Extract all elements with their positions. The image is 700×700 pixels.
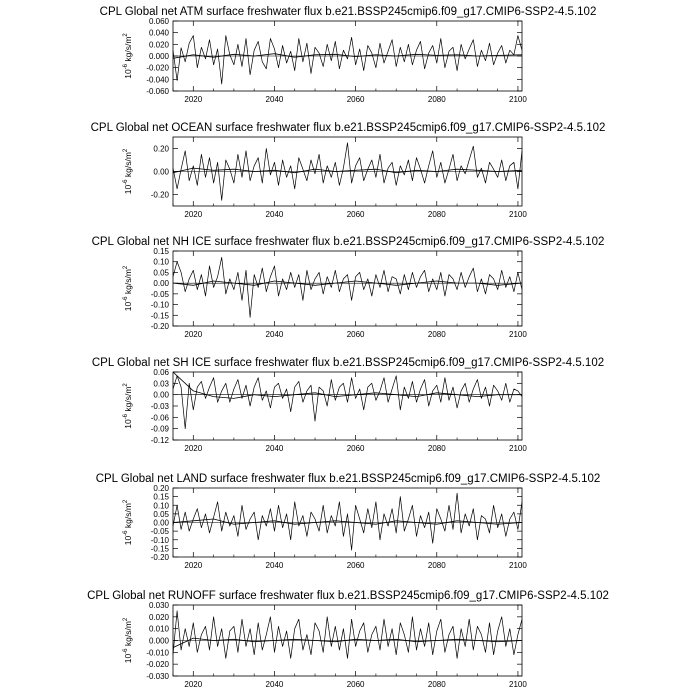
y-tick-label: -0.15 [150, 544, 169, 554]
y-tick-label: -0.05 [150, 527, 169, 537]
x-tick-label: 2060 [346, 680, 365, 689]
y-tick-label: -0.09 [150, 424, 169, 434]
x-tick-label: 2060 [346, 95, 365, 104]
y-tick-label: 0.040 [148, 28, 169, 38]
y-tick-label: -0.20 [150, 190, 169, 200]
chart-title: CPL Global net RUNOFF surface freshwater flux b.e21.BSSP245cmip6.f09_g17.CMIP6-SSP2-4.5.102 [87, 590, 609, 602]
y-axis-label-part: 2 [123, 148, 129, 153]
y-axis-label-part: kg/s/m [123, 503, 133, 531]
chart-panel [96, 473, 601, 570]
x-tick-label: 2100 [509, 330, 527, 339]
chart-panel [91, 122, 606, 219]
y-axis-label-part: -6 [123, 179, 129, 185]
y-axis-label-part: 2 [123, 33, 129, 37]
x-tick-label: 2080 [427, 210, 446, 219]
y-axis-label-part: -6 [123, 648, 129, 654]
chart-title: CPL Global net LAND surface freshwater flux b.e21.BSSP245cmip6.f09_g17.CMIP6-SSP2-4.5.102 [95, 473, 601, 485]
x-tick-label: 2040 [265, 561, 284, 570]
y-axis-label-part: -6 [123, 413, 129, 420]
chart-title: CPL Global net SH ICE surface freshwater flux b.e21.BSSP245cmip6.f09_g17.CMIP6-SSP2-4.5.102 [91, 357, 605, 369]
y-axis-label-part: -6 [123, 296, 129, 302]
x-tick-label: 2100 [509, 680, 527, 689]
y-tick-label: 0.20 [153, 144, 169, 154]
y-tick-label: 0.05 [153, 268, 169, 278]
x-tick-label: 2080 [427, 680, 446, 689]
y-axis-label [123, 383, 133, 429]
x-tick-label: 2100 [509, 95, 527, 104]
y-tick-label: 0.20 [153, 484, 169, 493]
y-axis-label-part: 10 [123, 69, 133, 79]
y-axis-label-part: kg/s/m [123, 269, 133, 297]
x-tick-label: 2060 [346, 210, 365, 219]
y-axis-label-part: 2 [123, 617, 129, 622]
chart-panel [87, 590, 609, 689]
y-axis-label-part: kg/s/m [123, 621, 133, 649]
y-tick-label: 0.020 [148, 612, 169, 622]
y-tick-label: -0.030 [146, 672, 169, 681]
series-annual-line [173, 611, 522, 658]
y-tick-label: -0.20 [150, 322, 169, 331]
y-tick-label: 0.010 [148, 624, 169, 634]
y-axis-label-part: kg/s/m [123, 386, 133, 414]
y-tick-label: 0.00 [153, 167, 169, 177]
y-axis-label-part: kg/s/m [123, 36, 133, 64]
y-tick-label: -0.06 [150, 413, 169, 423]
y-tick-label: -0.010 [146, 648, 169, 658]
y-tick-label: 0.10 [153, 501, 169, 511]
x-tick-label: 2060 [346, 561, 365, 570]
chart-panel [92, 236, 605, 339]
y-tick-label: 0.020 [148, 40, 169, 50]
y-tick-label: 0.060 [148, 17, 169, 26]
series-smoothed-line [173, 638, 522, 648]
y-tick-label: 0.00 [153, 518, 169, 528]
y-tick-label: -0.12 [150, 436, 169, 445]
chart-panel [92, 357, 604, 453]
x-tick-label: 2100 [509, 444, 527, 453]
y-axis-label-part: 2 [123, 265, 129, 270]
y-axis-label-part: -6 [123, 530, 129, 536]
chart-title: CPL Global net OCEAN surface freshwater flux b.e21.BSSP245cmip6.f09_g17.CMIP6-SSP2-4.5.102 [90, 122, 606, 134]
y-axis-label [123, 499, 133, 545]
x-tick-label: 2020 [184, 210, 203, 219]
y-axis-label-part: -6 [123, 63, 129, 70]
y-axis-label-part: 2 [123, 499, 129, 504]
x-tick-label: 2040 [265, 680, 284, 689]
chart-panel [100, 6, 597, 104]
x-tick-label: 2040 [265, 95, 284, 104]
y-tick-label: -0.20 [150, 553, 169, 562]
y-tick-label: -0.020 [146, 63, 169, 73]
y-axis-label-part: 10 [123, 653, 133, 664]
x-tick-label: 2040 [265, 444, 284, 453]
y-axis-label [123, 617, 133, 663]
y-tick-label: -0.060 [146, 87, 169, 96]
y-tick-label: -0.10 [150, 300, 169, 310]
x-tick-label: 2080 [427, 561, 446, 570]
x-tick-label: 2080 [427, 95, 446, 104]
x-tick-label: 2020 [184, 680, 203, 689]
x-tick-label: 2020 [184, 330, 203, 339]
y-axis-label-part: 10 [123, 419, 133, 429]
y-tick-label: -0.03 [150, 402, 169, 411]
x-tick-label: 2020 [184, 561, 203, 570]
plot-frame [173, 372, 522, 440]
x-tick-label: 2080 [427, 444, 446, 453]
y-tick-label: -0.15 [150, 311, 169, 321]
y-tick-label: 0.00 [153, 279, 169, 289]
series-annual-line [173, 36, 522, 84]
y-tick-label: 0.06 [153, 368, 169, 377]
y-axis-label-part: 10 [123, 535, 133, 546]
y-tick-label: 0.05 [153, 509, 169, 519]
y-tick-label: 0.03 [153, 379, 169, 389]
y-tick-label: 0.000 [148, 52, 169, 61]
y-tick-label: -0.040 [146, 75, 169, 85]
y-tick-label: -0.05 [150, 289, 169, 299]
x-tick-label: 2020 [184, 95, 203, 104]
y-tick-label: 0.030 [148, 601, 169, 610]
y-tick-label: -0.10 [150, 535, 169, 545]
series-annual-line [173, 376, 522, 429]
chart-title: CPL Global net NH ICE surface freshwater flux b.e21.BSSP245cmip6.f09_g17.CMIP6-SSP2-4.5.102 [91, 236, 605, 248]
x-tick-label: 2060 [346, 330, 365, 339]
x-tick-label: 2100 [509, 210, 527, 219]
x-tick-label: 2040 [265, 330, 284, 339]
y-tick-label: -0.020 [146, 660, 169, 670]
y-tick-label: 0.15 [153, 492, 169, 502]
y-tick-label: 0.10 [153, 257, 169, 267]
y-axis-label [123, 33, 133, 79]
series-annual-line [173, 257, 522, 317]
y-axis-label-part: 10 [123, 301, 133, 312]
y-axis-label [123, 265, 133, 311]
y-axis-label-part: 2 [123, 383, 129, 387]
x-tick-label: 2040 [265, 210, 284, 219]
x-tick-label: 2080 [427, 330, 446, 339]
y-tick-label: 0.000 [148, 636, 169, 646]
y-axis-label [123, 148, 133, 194]
y-tick-label: 0.15 [153, 247, 169, 256]
y-tick-label: 0.00 [153, 390, 169, 400]
y-axis-label-part: kg/s/m [123, 152, 133, 180]
chart-title: CPL Global net ATM surface freshwater flux b.e21.BSSP245cmip6.f09_g17.CMIP6-SSP2-4.5.102 [99, 6, 597, 18]
x-tick-label: 2100 [509, 561, 527, 570]
x-tick-label: 2060 [346, 444, 365, 453]
series-smoothed-line [173, 168, 522, 173]
y-axis-label-part: 10 [123, 184, 133, 195]
x-tick-label: 2020 [184, 444, 203, 453]
